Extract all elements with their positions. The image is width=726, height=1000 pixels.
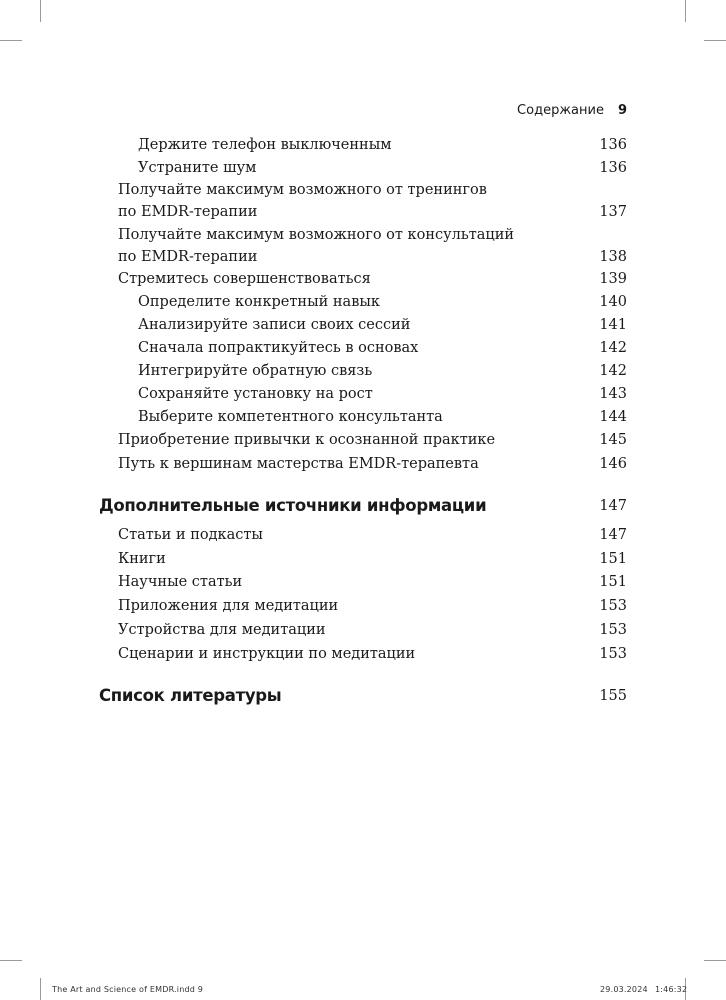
toc-entry[interactable] — [118, 224, 627, 268]
toc-entry-page: 151 — [599, 574, 627, 590]
toc-entry[interactable] — [118, 179, 627, 223]
toc-entry[interactable] — [118, 268, 627, 290]
toc-entry[interactable] — [138, 383, 627, 405]
toc-entry-title: Сначала попрактикуйтесь в основах — [138, 340, 419, 356]
toc-entry-page: 144 — [599, 409, 627, 425]
crop-mark — [704, 960, 726, 961]
toc-section-page: 155 — [599, 688, 627, 704]
toc-entry[interactable] — [138, 157, 627, 179]
toc-entry[interactable] — [118, 595, 627, 617]
running-head — [517, 103, 627, 118]
toc-entry[interactable] — [138, 337, 627, 359]
toc-entry-page: 151 — [599, 551, 627, 567]
toc-entry-title-line: по EMDR-терапии — [118, 204, 258, 220]
toc-entry[interactable] — [118, 524, 627, 546]
toc-entry-title: Статьи и подкасты — [118, 527, 263, 543]
toc-entry[interactable] — [118, 619, 627, 641]
toc-section-title: Список литературы — [99, 686, 282, 705]
footer-date: 29.03.2024 — [600, 985, 648, 994]
toc-entry-title-line: Получайте максимум возможного от консультаций — [118, 227, 515, 243]
toc-entry[interactable] — [118, 453, 627, 475]
toc-entry-title — [118, 224, 514, 268]
crop-mark — [0, 40, 22, 41]
footer-file: The Art and Science of EMDR.indd 9 — [52, 985, 204, 994]
toc-entry-title: Книги — [118, 551, 166, 567]
crop-mark — [40, 0, 41, 22]
toc-entry[interactable] — [118, 548, 627, 570]
toc-entry[interactable] — [138, 360, 627, 382]
crop-mark — [685, 0, 686, 22]
toc-entry-title: Приложения для медитации — [118, 598, 339, 614]
toc-entry-page: 153 — [599, 622, 627, 638]
toc-entry-page: 142 — [599, 363, 627, 379]
toc-entry-page: 147 — [599, 527, 627, 543]
toc-entry-page: 146 — [599, 456, 627, 472]
toc-entry-title: Держите телефон выключенным — [138, 137, 392, 153]
toc-entry-title-line: Получайте максимум возможного от тренингов — [118, 182, 487, 198]
toc-entry[interactable] — [138, 406, 627, 428]
toc-entry-title: Выберите компетентного консультанта — [138, 409, 443, 425]
toc-entry-title-line: по EMDR-терапии — [118, 249, 258, 265]
toc-entry-title: Устраните шум — [138, 160, 257, 176]
footer-time: 1:46:32 — [655, 985, 688, 994]
toc-section-page: 147 — [599, 498, 627, 514]
toc-entry-title: Научные статьи — [118, 574, 243, 590]
toc-entry-page: 139 — [599, 271, 627, 287]
toc-entry-page: 138 — [599, 249, 627, 265]
toc-entry-page: 153 — [599, 598, 627, 614]
toc-entry-title: Интегрируйте обратную связь — [138, 363, 373, 379]
crop-mark — [704, 40, 726, 41]
toc-entry-title: Приобретение привычки к осознанной практике — [118, 432, 496, 448]
toc-entry-title: Определите конкретный навык — [138, 294, 380, 310]
toc-entry-page: 143 — [599, 386, 627, 402]
toc-entry-page: 145 — [599, 432, 627, 448]
toc-entry-page: 137 — [599, 204, 627, 220]
toc-entry[interactable] — [138, 314, 627, 336]
crop-mark — [0, 960, 22, 961]
toc-entry-page: 136 — [599, 160, 627, 176]
toc-entry-title: Сохраняйте установку на рост — [138, 386, 373, 402]
toc-entry[interactable] — [118, 643, 627, 665]
toc-entry-page: 153 — [599, 646, 627, 662]
toc-entry-page: 136 — [599, 137, 627, 153]
toc-entry-page: 141 — [599, 317, 627, 333]
toc-entry-title — [118, 179, 487, 223]
running-head-label: Содержание — [517, 103, 604, 118]
toc-entry-title: Путь к вершинам мастерства EMDR-терапевта — [118, 456, 479, 472]
toc-entry-page: 140 — [599, 294, 627, 310]
toc-entry-title: Стремитесь совершенствоваться — [118, 271, 371, 287]
toc-entry-title: Анализируйте записи своих сессий — [138, 317, 411, 333]
toc-entry[interactable] — [118, 429, 627, 451]
toc-section[interactable] — [99, 495, 627, 517]
toc-entry-title: Устройства для медитации — [118, 622, 326, 638]
crop-mark — [40, 978, 41, 1000]
toc-section-title: Дополнительные источники информации — [99, 496, 487, 515]
toc-entry[interactable] — [138, 134, 627, 156]
toc-section[interactable] — [99, 685, 627, 707]
toc-entry[interactable] — [118, 571, 627, 593]
toc-entry-title: Сценарии и инструкции по медитации — [118, 646, 416, 662]
page-number: 9 — [617, 103, 627, 118]
toc-entry[interactable] — [138, 291, 627, 313]
toc-entry-page: 142 — [599, 340, 627, 356]
